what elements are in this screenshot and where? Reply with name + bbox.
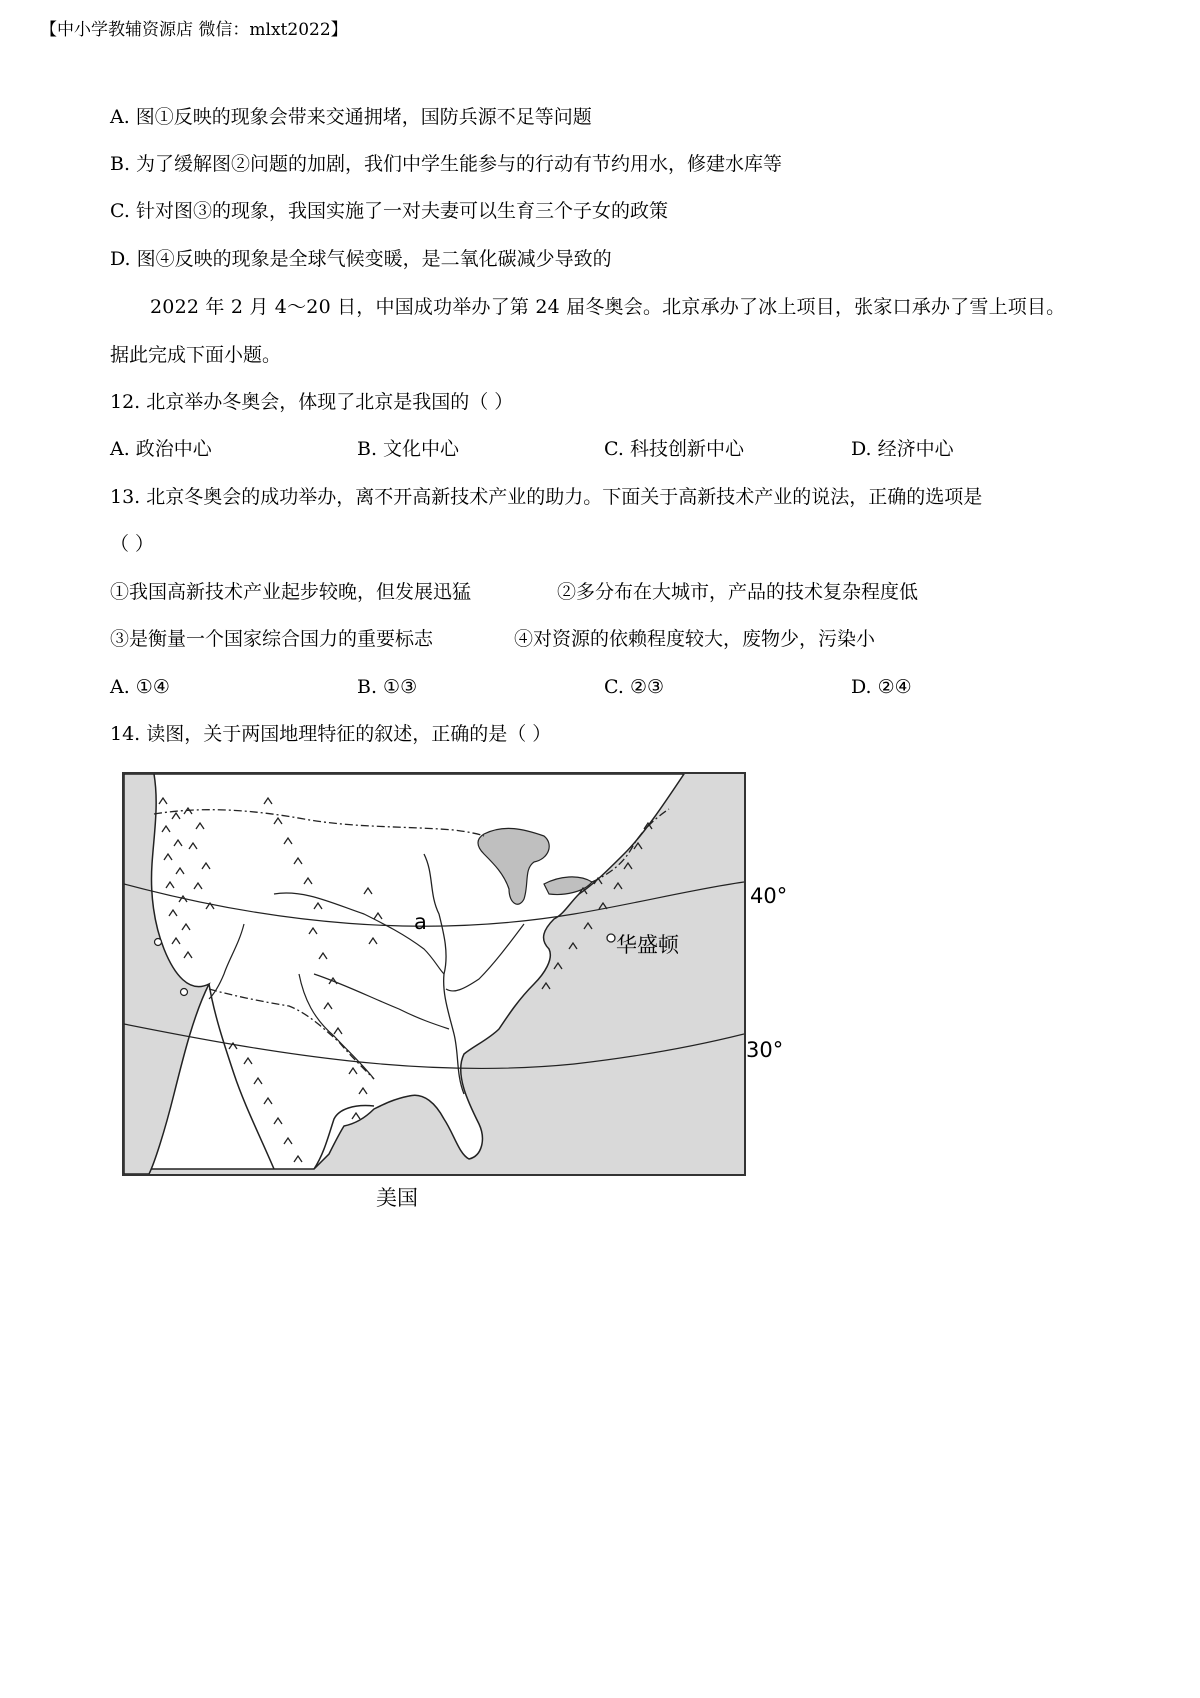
q11-option-a: A. 图①反映的现象会带来交通拥堵，国防兵源不足等问题 — [110, 106, 592, 128]
city-dot-west-1 — [155, 939, 162, 946]
city-dot-west-2 — [181, 989, 188, 996]
q12-option-d: D. 经济中心 — [851, 438, 954, 460]
us-map-drawing — [124, 774, 744, 1174]
q13-option-a: A. ①④ — [110, 676, 170, 698]
us-map — [122, 772, 746, 1176]
q13-stem-line-1: 13. 北京冬奥会的成功举办，离不开高新技术产业的助力。下面关于高新技术产业的说法，正确的选项是 — [110, 486, 983, 508]
q11-option-c: C. 针对图③的现象，我国实施了一对夫妻可以生育三个子女的政策 — [110, 200, 668, 222]
latitude-40-label: 40° — [750, 884, 788, 908]
q12-option-a: A. 政治中心 — [110, 438, 212, 460]
passage-line-1: 2022 年 2 月 4～20 日，中国成功举办了第 24 届冬奥会。北京承办了冰上项目，张家口承办了雪上项目。 — [150, 296, 1066, 318]
header-watermark: 【中小学教辅资源店 微信：mlxt2022】 — [40, 20, 348, 40]
q12-option-c: C. 科技创新中心 — [604, 438, 744, 460]
q14-stem: 14. 读图，关于两国地理特征的叙述，正确的是（ ） — [110, 723, 552, 745]
river-label-a: a — [414, 910, 427, 934]
q13-option-c: C. ②③ — [604, 676, 665, 698]
washington-label: 华盛顿 — [616, 933, 679, 957]
q13-statement-2: ②多分布在大城市，产品的技术复杂程度低 — [557, 581, 919, 603]
passage-line-2: 据此完成下面小题。 — [110, 344, 282, 366]
q13-option-b: B. ①③ — [357, 676, 418, 698]
land-mass — [124, 774, 684, 1169]
q13-statement-1: ①我国高新技术产业起步较晚，但发展迅猛 — [110, 581, 472, 603]
q13-statement-3: ③是衡量一个国家综合国力的重要标志 — [110, 628, 434, 650]
q12-stem: 12. 北京举办冬奥会，体现了北京是我国的（ ） — [110, 391, 514, 413]
q11-option-b: B. 为了缓解图②问题的加剧，我们中学生能参与的行动有节约用水，修建水库等 — [110, 153, 783, 175]
q13-option-d: D. ②④ — [851, 676, 912, 698]
q12-option-b: B. 文化中心 — [357, 438, 460, 460]
washington-dot — [607, 934, 615, 942]
q13-stem-line-2: （ ） — [110, 533, 155, 555]
q11-option-d: D. 图④反映的现象是全球气候变暖，是二氧化碳减少导致的 — [110, 248, 612, 270]
map-caption: 美国 — [376, 1186, 418, 1210]
q13-statement-4: ④对资源的依赖程度较大，废物少，污染小 — [514, 628, 876, 650]
latitude-30-label: 30° — [746, 1038, 784, 1062]
